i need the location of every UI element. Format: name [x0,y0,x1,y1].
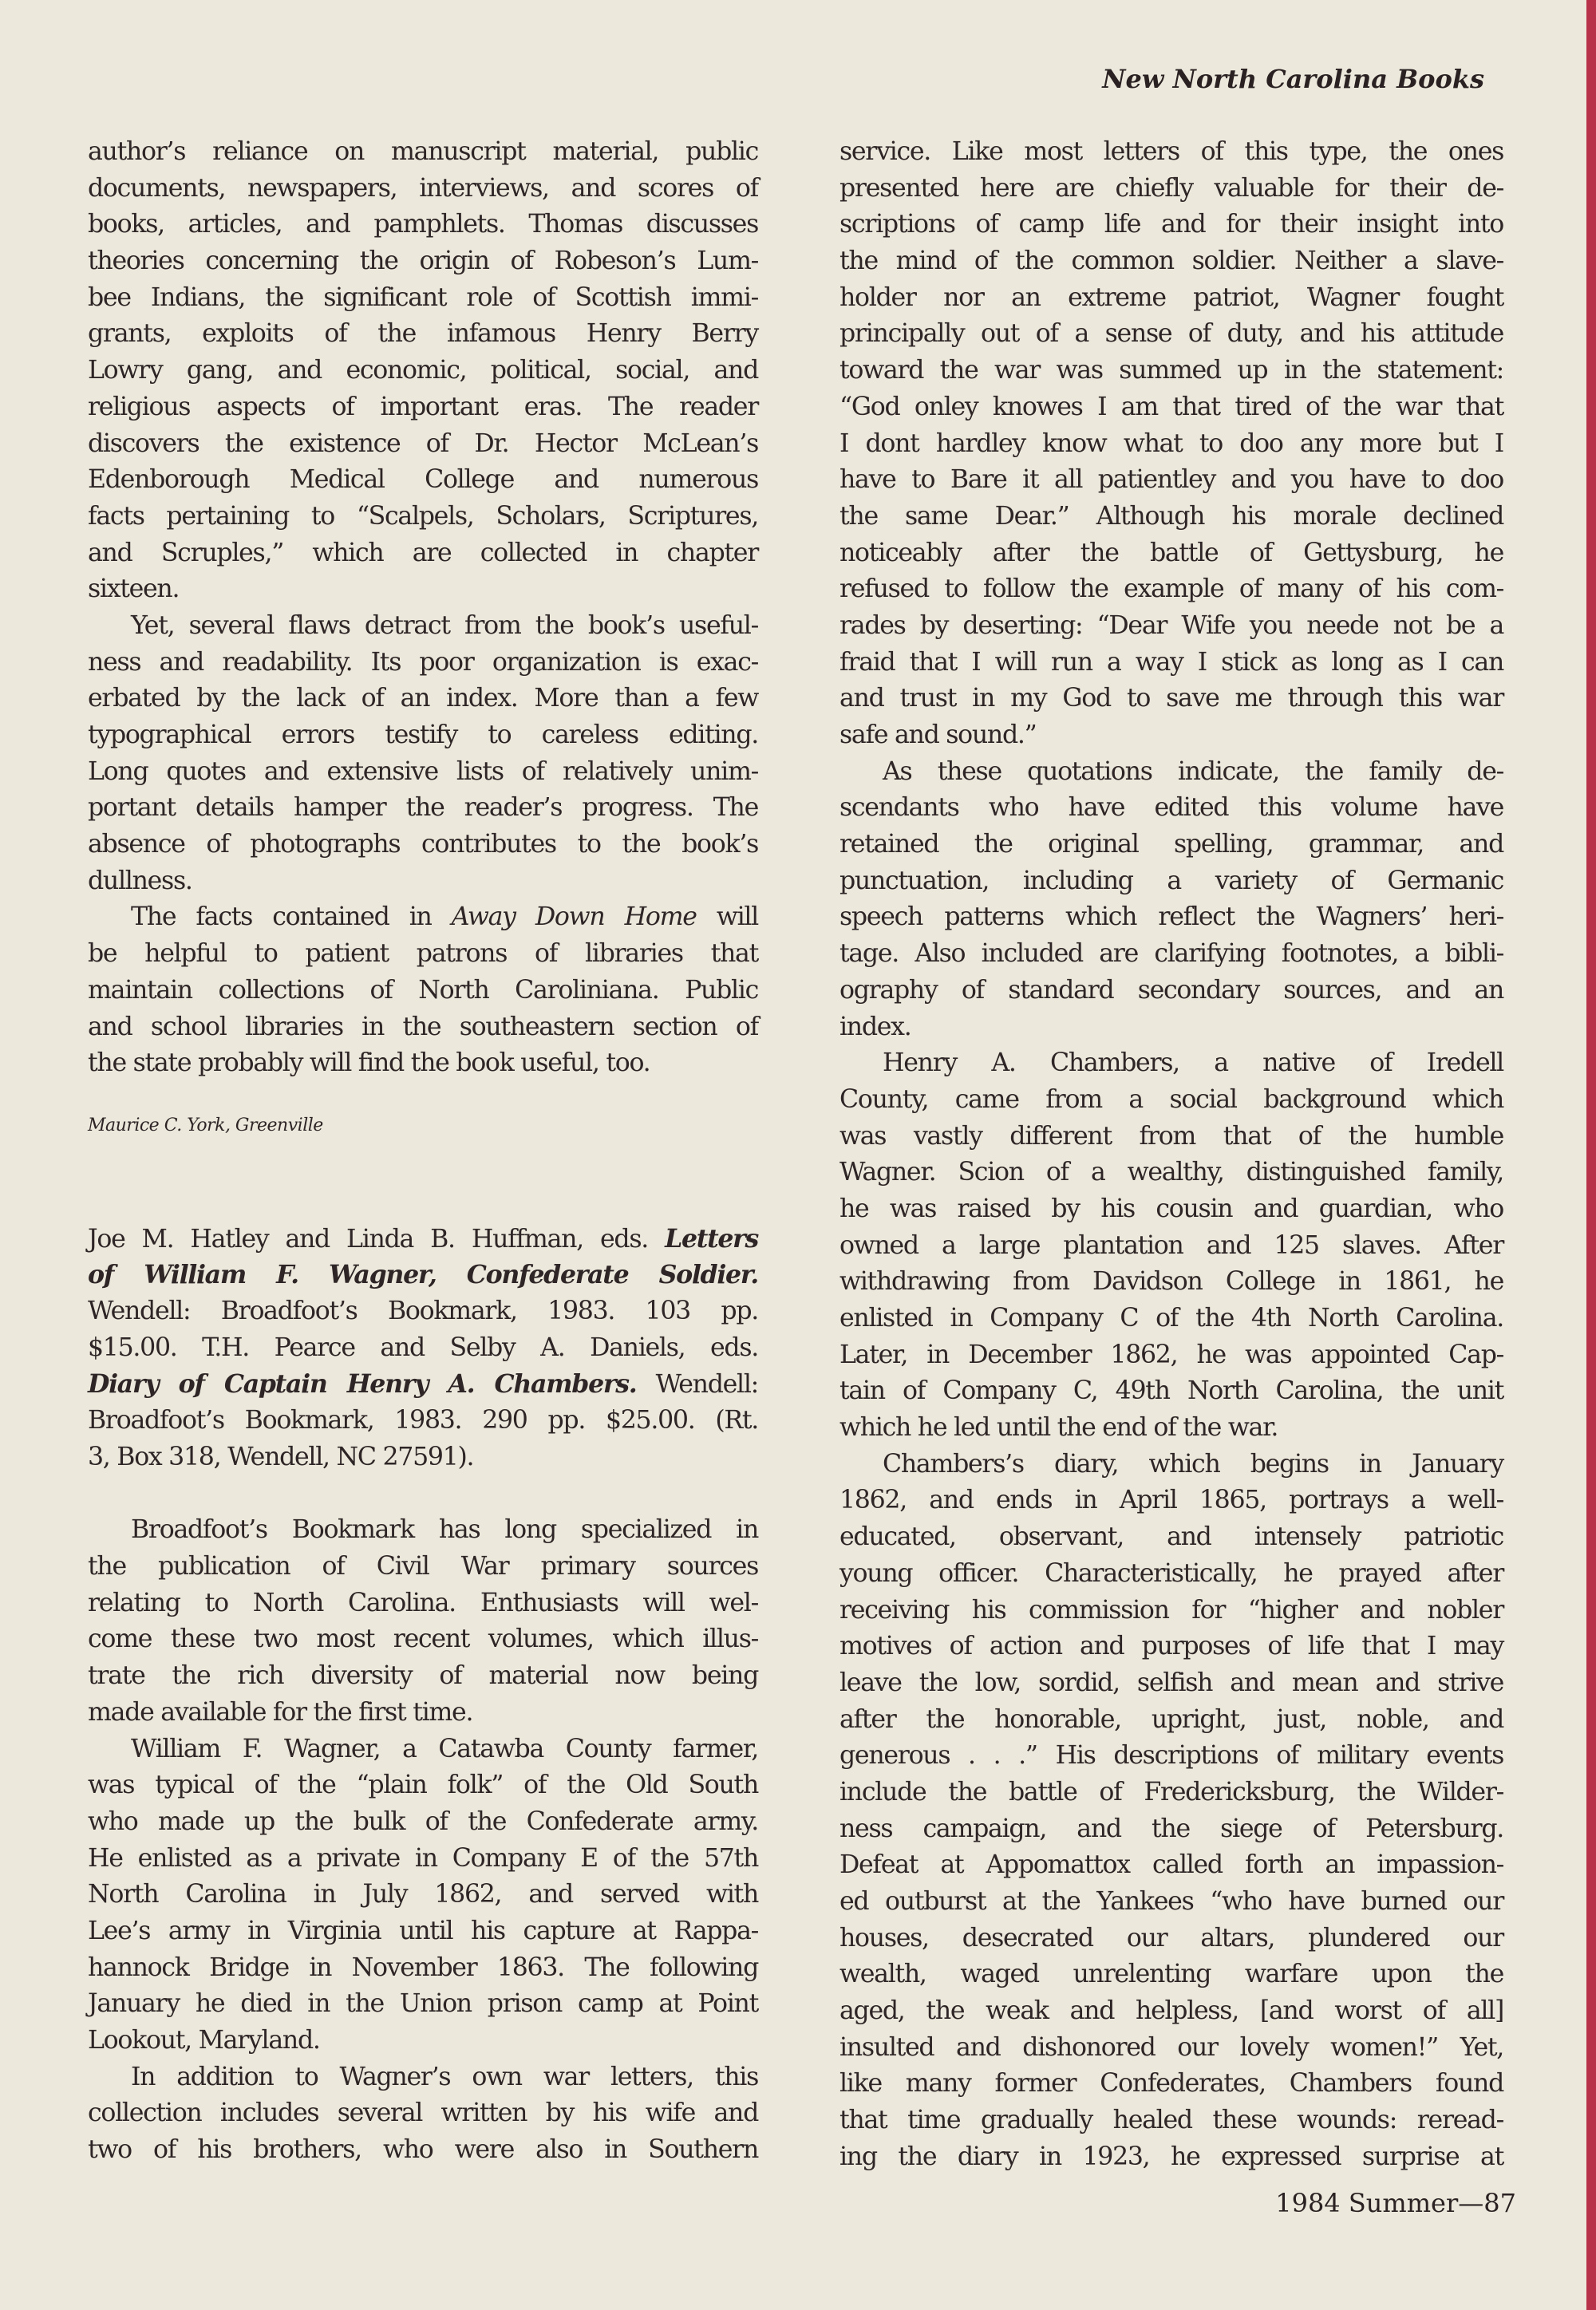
text-line: the mind of the common soldier. Neither a slave- [839,247,1503,276]
text-line: two of his brothers, who were also in Southern [88,2135,758,2165]
text-line: author’s reliance on manuscript material, public [88,137,758,166]
text-line: ness campaign, and the siege of Petersburg. [839,1814,1503,1843]
text-line: religious aspects of important eras. The reader [88,392,758,421]
text-line: dullness. [88,866,192,895]
text-line: be helpful to patient patrons of libraries that [88,939,758,969]
text-line: hannock Bridge in November 1863. The following [88,1953,758,1982]
text-line: and Scruples,” which are collected in chapter [88,538,758,567]
text-line: William F. Wagner, a Catawba County farmer, [131,1734,758,1763]
text-line: 1862, and ends in April 1865, portrays a well- [839,1486,1503,1515]
text-line: after the honorable, upright, just, noble, and [839,1704,1503,1734]
text-line: holder nor an extreme patriot, Wagner fought [839,282,1503,312]
text-line: $15.00. T.H. Pearce and Selby A. Daniels, eds. [88,1333,758,1362]
text-line: generous . . .” His descriptions of military events [839,1741,1503,1771]
paragraph-broadfoot [88,1512,758,1731]
text-line: was vastly different from that of the humble [839,1121,1503,1151]
text-line: refused to follow the example of many of his com- [839,575,1503,604]
text-line: theories concerning the origin of Robeson’s Lum- [88,247,758,276]
paragraph-review-continued [88,134,758,608]
text-line: rades by deserting: “Dear Wife you neede not be a [839,610,1503,640]
text-line: bee Indians, the significant role of Scottish immi- [88,282,758,312]
text-line: enlisted in Company C of the 4th North Carolina. [839,1304,1503,1333]
text-line: he was raised by his cousin and guardian, who [839,1194,1503,1223]
text-line: scendants who have edited this volume have [839,793,1503,823]
text-line: presented here are chiefly valuable for their de- [839,173,1503,203]
text-line: books, articles, and pamphlets. Thomas discusses [88,210,758,239]
text-line: absence of photographs contributes to the book’s [88,830,758,859]
text-line: Chambers’s diary, which begins in January [883,1449,1503,1479]
text-line: Broadfoot’s Bookmark, 1983. 290 pp. $25.00. (Rt. [88,1406,758,1435]
text-line: “God onley knowes I am that tired of the war that [839,392,1503,421]
reviewer-signature: Maurice C. York, Greenville [88,1115,323,1135]
text-line: As these quotations indicate, the family de- [883,756,1503,786]
running-head: New North Carolina Books [1102,64,1484,94]
text-line: and school libraries in the southeastern section of [88,1012,758,1041]
page-folio: 1984 Summer—87 [1275,2188,1516,2218]
text-line: documents, newspapers, interviews, and scores of [88,173,758,203]
text-line: grants, exploits of the infamous Henry Berry [88,319,758,349]
text-line: and trust in my God to save me through this war [839,684,1503,713]
text-line: trate the rich diversity of material now being [88,1661,758,1691]
text-line: North Carolina in July 1862, and served with [88,1880,758,1909]
text-line: Edenborough Medical College and numerous [88,465,758,495]
paragraph-wagner [88,1732,758,2059]
text-line: facts pertaining to “Scalpels, Scholars, Scriptures, [88,501,758,531]
text-line: Lookout, Maryland. [88,2026,320,2055]
text-line: maintain collections of North Caroliniana. Public [88,975,758,1005]
text-line: Defeat at Appomattox called forth an impassion- [839,1850,1503,1880]
text-line: include the battle of Fredericksburg, the Wilder- [839,1777,1503,1807]
text-line: ography of standard secondary sources, and an [839,975,1503,1005]
text-line: ness and readability. Its poor organization is exac- [88,647,758,677]
text-line: service. Like most letters of this type, the ones [839,137,1503,166]
text-line: Lowry gang, and economic, political, social, and [88,356,758,385]
book-citation [88,1221,758,1476]
book-title-letters: Letters [665,1223,758,1254]
text-line: erbated by the lack of an index. More than a few [88,684,758,713]
text-line: that time gradually healed these wounds: reread- [839,2106,1503,2135]
text-line: the same Dear.” Although his morale declined [839,501,1503,531]
text-line: the publication of Civil War primary sources [88,1552,758,1581]
text-line: leave the low, sordid, selfish and mean and strive [839,1668,1503,1697]
paragraph-quotations [839,754,1503,1046]
text-line: young officer. Characteristically, he prayed after [839,1558,1503,1588]
text-line: Long quotes and extensive lists of relatively unim- [88,756,758,786]
page-edge-red-strip [1586,0,1596,2310]
text-line: tage. Also included are clarifying footnotes, a bibli- [839,939,1503,969]
text-line: educated, observant, and intensely patriotic [839,1522,1503,1552]
text-line: Yet, several flaws detract from the book’s useful- [131,610,758,640]
text-line: I dont hardley know what to doo any more but I [839,428,1503,458]
paragraph-chambers-diary [839,1447,1503,2176]
text-line: safe and sound.” [839,721,1037,749]
text-line: index. [839,1012,911,1041]
text-line: which he led until the end of the war. [839,1413,1278,1443]
book-title-away-down-home: Away Down Home [451,902,697,932]
text-line: toward the war was summed up in the statement: [839,356,1503,385]
paragraph-conclusion [88,899,758,1081]
text-line: Wendell: Broadfoot’s Bookmark, 1983. 103 pp. [88,1296,758,1325]
text-line: receiving his commission for “higher and nobler [839,1595,1503,1625]
text-line: punctuation, including a variety of Germanic [839,866,1503,895]
text-line: In addition to Wagner’s own war letters, this [131,2062,758,2091]
text-line: Broadfoot’s Bookmark has long specialized in [131,1515,758,1545]
text-line: retained the original spelling, grammar, and [839,830,1503,859]
text-line: Later, in December 1862, he was appointed Cap- [839,1340,1503,1369]
text-line: 3, Box 318, Wendell, NC 27591). [88,1442,474,1471]
text-line: collection includes several written by his wife and [88,2099,758,2128]
text-line: Joe M. Hatley and Linda B. Huffman, eds. Letters [88,1223,758,1254]
text-line: ed outburst at the Yankees “who have burned our [839,1887,1503,1916]
text-line: sixteen. [88,575,180,604]
text-line: Wagner. Scion of a wealthy, distinguished family, [839,1158,1503,1187]
book-title-letters-cont: of William F. Wagner, Confederate Soldier. [88,1260,758,1290]
text-line: who made up the bulk of the Confederate army. [88,1807,758,1836]
text-line: noticeably after the battle of Gettysburg, he [839,538,1503,567]
text-line: owned a large plantation and 125 slaves. After [839,1230,1503,1260]
text-line: Diary of Captain Henry A. Chambers. Wendell: [88,1369,758,1400]
text-line: was typical of the “plain folk” of the Old South [88,1771,758,1800]
text-line: scriptions of camp life and for their insight into [839,210,1503,239]
text-line: come these two most recent volumes, which illus- [88,1625,758,1654]
text-line: He enlisted as a private in Company E of the 57th [88,1843,758,1873]
text-line: tain of Company C, 49th North Carolina, the unit [839,1376,1503,1406]
text-line: made available for the first time. [88,1697,473,1727]
paragraph-flaws [88,608,758,900]
left-column [88,134,758,2169]
text-line: fraid that I will run a way I stick as long as I can [839,647,1503,677]
text-line: speech patterns which reflect the Wagners’ heri- [839,902,1503,932]
text-line: Henry A. Chambers, a native of Iredell [883,1048,1503,1078]
paragraph-chambers-background [839,1045,1503,1447]
text-line: typographical errors testify to careless editing. [88,721,758,749]
right-column [839,134,1503,2176]
book-title-diary: Diary of Captain Henry A. Chambers. [88,1369,637,1400]
text-line: portant details hamper the reader’s progress. The [88,793,758,823]
text-line: motives of action and purposes of life that I may [839,1632,1503,1661]
paragraph-letters-continued [839,134,1503,754]
text-line: County, came from a social background which [839,1084,1503,1114]
text-line: Lee’s army in Virginia until his capture at Rappa- [88,1916,758,1945]
text-line: principally out of a sense of duty, and his attitude [839,319,1503,349]
paragraph-letters [88,2059,758,2169]
text-line: January he died in the Union prison camp at Point [88,1989,758,2019]
text-line: withdrawing from Davidson College in 1861, he [839,1267,1503,1297]
text-line: like many former Confederates, Chambers found [839,2069,1503,2099]
text-line: the state probably will find the book useful, too. [88,1048,650,1078]
text-line: houses, desecrated our altars, plundered our [839,1923,1503,1953]
text-line: wealth, waged unrelenting warfare upon the [839,1960,1503,1989]
text-line: discovers the existence of Dr. Hector McLean’s [88,428,758,458]
text-line: aged, the weak and helpless, [and worst of all] [839,1996,1503,2026]
text-line: The facts contained in Away Down Home will [131,902,758,932]
text-line: have to Bare it all patientley and you have to doo [839,465,1503,495]
text-line: ing the diary in 1923, he expressed surprise at [839,2142,1503,2171]
text-line: insulted and dishonored our lovely women!” Yet, [839,2032,1503,2062]
text-line: relating to North Carolina. Enthusiasts will wel- [88,1588,758,1617]
